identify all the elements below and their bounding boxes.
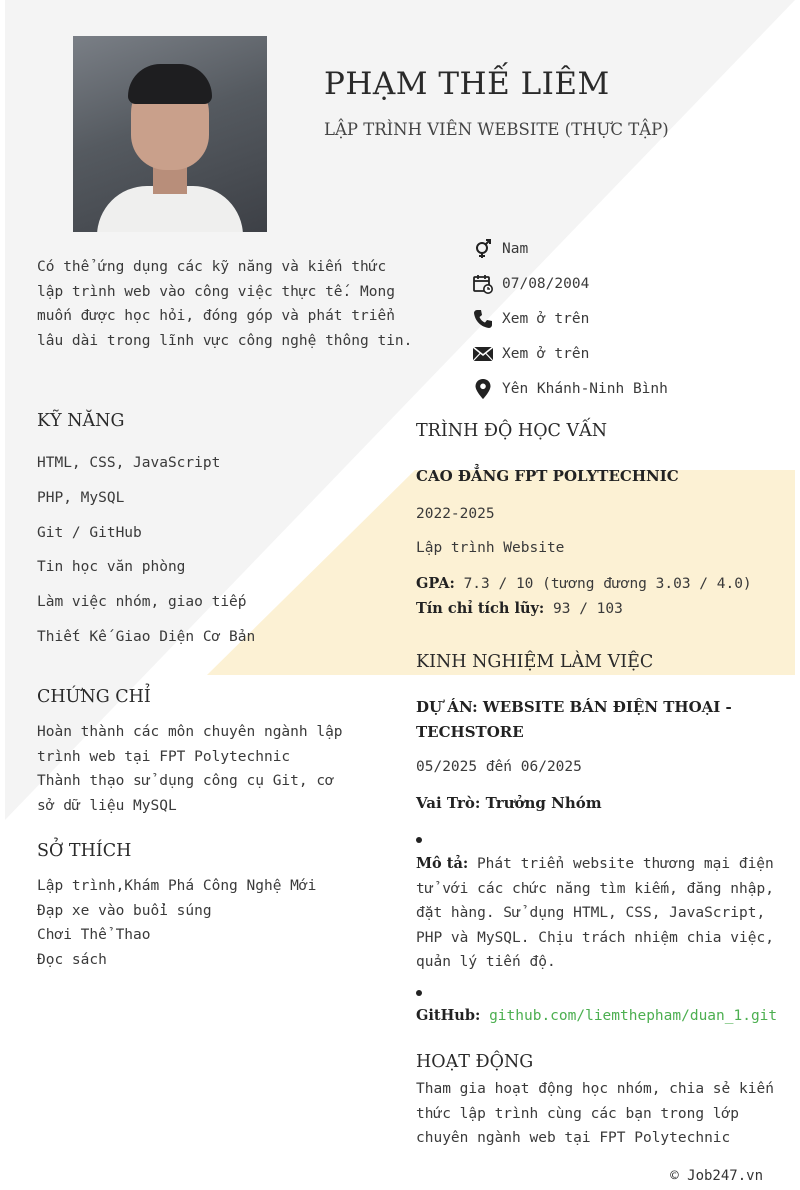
personal-info	[473, 232, 668, 406]
github-link[interactable]: github.com/liemthepham/duan_1.git	[489, 1008, 778, 1024]
experience-title: KINH NGHIỆM LÀM VIỆC	[416, 652, 654, 672]
copyright: © Job247.vn	[670, 1168, 763, 1184]
school-name: CAO ĐẲNG FPT POLYTECHNIC	[416, 467, 679, 485]
info-phone-value: Xem ở trên	[502, 310, 590, 327]
project-name: DỰ ÁN: WEBSITE BÁN ĐIỆN THOẠI - TECHSTORE	[416, 698, 732, 741]
credits-label: Tín chỉ tích lũy:	[416, 600, 545, 617]
info-gender-value: Nam	[502, 241, 529, 258]
info-phone	[473, 302, 668, 337]
skill-item: Làm việc nhóm, giao tiếp	[37, 594, 247, 611]
skill-item: Tin học văn phòng	[37, 559, 186, 576]
mail-icon	[473, 344, 493, 364]
job-title: LẬP TRÌNH VIÊN WEBSITE (THỰC TẬP)	[324, 120, 669, 139]
skills-title: KỸ NĂNG	[37, 411, 125, 431]
skill-item: Thiết Kế Giao Diện Cơ Bản	[37, 628, 256, 645]
career-objective: Có thể ứng dụng các kỹ năng và kiến thức lập trình web vào công việc thực tế. Mong muốn được học hỏi, đóng góp và phát triển lâu dài trong lĩnh vực công nghệ thông tin.	[37, 259, 413, 349]
hobby-item: Lập trình,Khám Phá Công Nghệ Mới	[37, 878, 317, 894]
project-description	[416, 852, 776, 975]
github-label: GitHub:	[416, 1007, 481, 1024]
skill-item: PHP, MySQL	[37, 489, 125, 506]
info-birthday	[473, 267, 668, 302]
education-credits	[416, 600, 623, 617]
education-gpa	[416, 575, 752, 592]
project-github	[416, 1007, 777, 1024]
education-major: Lập trình Website	[416, 540, 565, 556]
hobbies-list	[37, 874, 316, 972]
info-location-value: Yên Khánh-Ninh Bình	[502, 380, 668, 397]
info-birthday-value: 07/08/2004	[502, 276, 590, 293]
info-gender	[473, 232, 668, 267]
info-email	[473, 336, 668, 371]
calendar-icon	[473, 274, 493, 294]
bullet-dot	[416, 990, 422, 996]
profile-photo	[73, 36, 267, 232]
education-title: TRÌNH ĐỘ HỌC VẤN	[416, 421, 608, 441]
education-period: 2022-2025	[416, 506, 495, 522]
skills-list	[37, 446, 255, 655]
hobbies-title: SỞ THÍCH	[37, 841, 132, 861]
bullet-dot	[416, 837, 422, 843]
certificates-text: Hoàn thành các môn chuyên ngành lập trình web tại FPT Polytechnic Thành thạo sử dụng công cụ Git, cơ sở dữ liệu MySQL	[37, 724, 343, 814]
activities-title: HOẠT ĐỘNG	[416, 1052, 534, 1072]
credits-value: 93 / 103	[544, 601, 623, 617]
gpa-label: GPA:	[416, 575, 455, 592]
description-value: Phát triển website thương mại điện tử với các chức năng tìm kiếm, đăng nhập, đặt hàng. Sử dụng HTML, CSS, JavaScript, PHP và MySQL. Chịu trách nhiệm chia việc, quản lý tiến độ.	[416, 856, 774, 970]
gpa-value: 7.3 / 10 (tương đương 3.03 / 4.0)	[454, 576, 752, 592]
hobby-item: Đạp xe vào buổi súng	[37, 902, 212, 919]
description-label: Mô tả:	[416, 855, 469, 872]
candidate-name: PHẠM THẾ LIÊM	[324, 66, 610, 102]
info-location	[473, 371, 668, 406]
hobby-item: Chơi Thể Thao	[37, 927, 151, 943]
phone-icon	[473, 309, 493, 329]
activities-text: Tham gia hoạt động học nhóm, chia sẻ kiến thức lập trình cùng các bạn trong lớp chuyên ngành web tại FPT Polytechnic	[416, 1081, 774, 1146]
gender-icon	[473, 239, 493, 259]
skill-item: HTML, CSS, JavaScript	[37, 455, 221, 471]
hobby-item: Đọc sách	[37, 951, 107, 968]
certificates-title: CHỨNG CHỈ	[37, 687, 151, 707]
project-role: Vai Trò: Trưởng Nhóm	[416, 794, 602, 812]
info-email-value: Xem ở trên	[502, 345, 590, 362]
project-period: 05/2025 đến 06/2025	[416, 759, 582, 775]
skill-item: Git / GitHub	[37, 524, 142, 541]
location-icon	[473, 379, 493, 399]
